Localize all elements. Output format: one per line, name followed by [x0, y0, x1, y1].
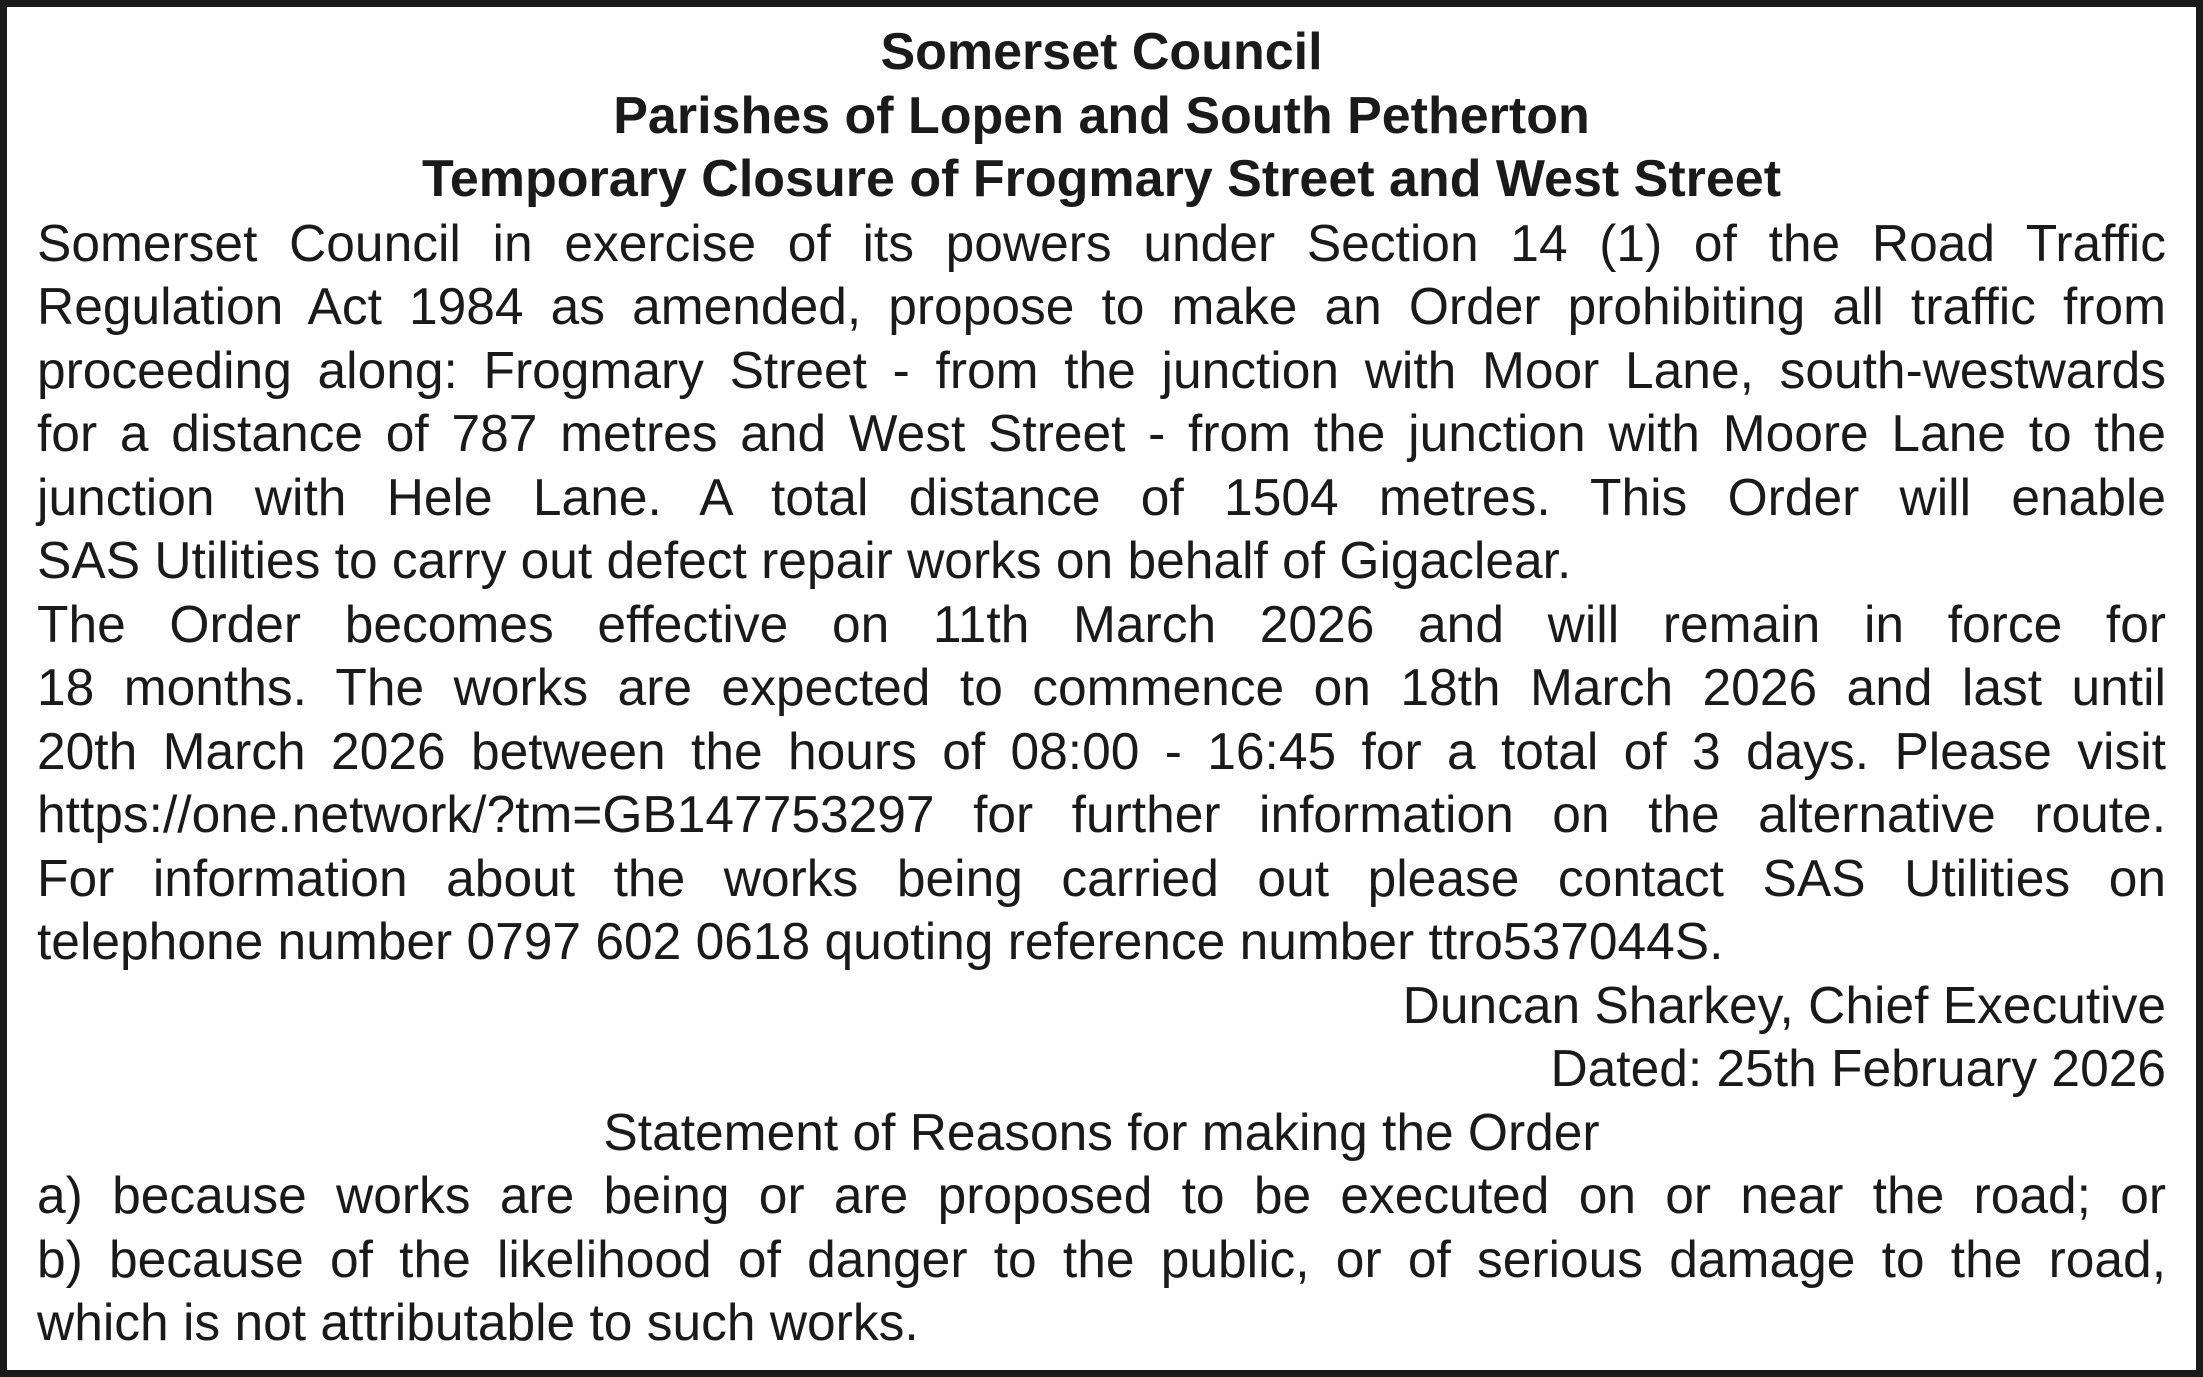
reason-item-b: b) because of the likelihood of danger to the public, or of serious damage to the road, — [37, 1229, 2166, 1288]
signatory-name: Duncan Sharkey, Chief Executive — [1402, 975, 2166, 1034]
text-line: telephone number 0797 602 0618 quoting reference number ttro537044S. — [37, 912, 1724, 970]
text-line: 18 months. The works are expected to commence on 18th March 2026 and last until — [37, 658, 2166, 716]
notice-title-parishes: Parishes of Lopen and South Petherton — [613, 86, 1590, 145]
text-line: Regulation Act 1984 as amended, propose to make an Order prohibiting all traffic from — [37, 277, 2166, 335]
reason-item-b-continued: which is not attributable to such works. — [37, 1293, 919, 1351]
notice-paragraph-order-proposal — [37, 212, 2166, 593]
text-line: for a distance of 787 metres and West Street - from the junction with Moore Lane to the — [37, 404, 2166, 462]
text-line: For information about the works being carried out please contact SAS Utilities on — [37, 848, 2166, 907]
notice-paragraph-order-details — [37, 593, 2166, 974]
text-line: https://one.network/?tm=GB147753297 for further information on the alternative route. — [37, 785, 2166, 843]
text-line: proceeding along: Frogmary Street - from the junction with Moor Lane, south-westwards — [37, 340, 2166, 399]
reasons-list — [37, 1164, 2166, 1355]
reasons-heading: Statement of Reasons for making the Order — [603, 1102, 1600, 1161]
text-line: 20th March 2026 between the hours of 08:00 - 16:45 for a total of 3 days. Please visit — [37, 721, 2166, 780]
text-line: Somerset Council in exercise of its powers under Section 14 (1) of the Road Traffic — [37, 213, 2166, 272]
text-line: The Order becomes effective on 11th March 2026 and will remain in force for — [37, 594, 2166, 653]
notice-date: Dated: 25th February 2026 — [1550, 1039, 2166, 1097]
text-line: SAS Utilities to carry out defect repair works on behalf of Gigaclear. — [37, 531, 1572, 589]
text-line: junction with Hele Lane. A total distance of 1504 metres. This Order will enable — [37, 467, 2166, 526]
notice-title-closure: Temporary Closure of Frogmary Street and West Street — [421, 150, 1782, 208]
reason-item-a: a) because works are being or are proposed to be executed on or near the road; or — [37, 1166, 2166, 1224]
notice-title-council: Somerset Council — [880, 23, 1323, 81]
